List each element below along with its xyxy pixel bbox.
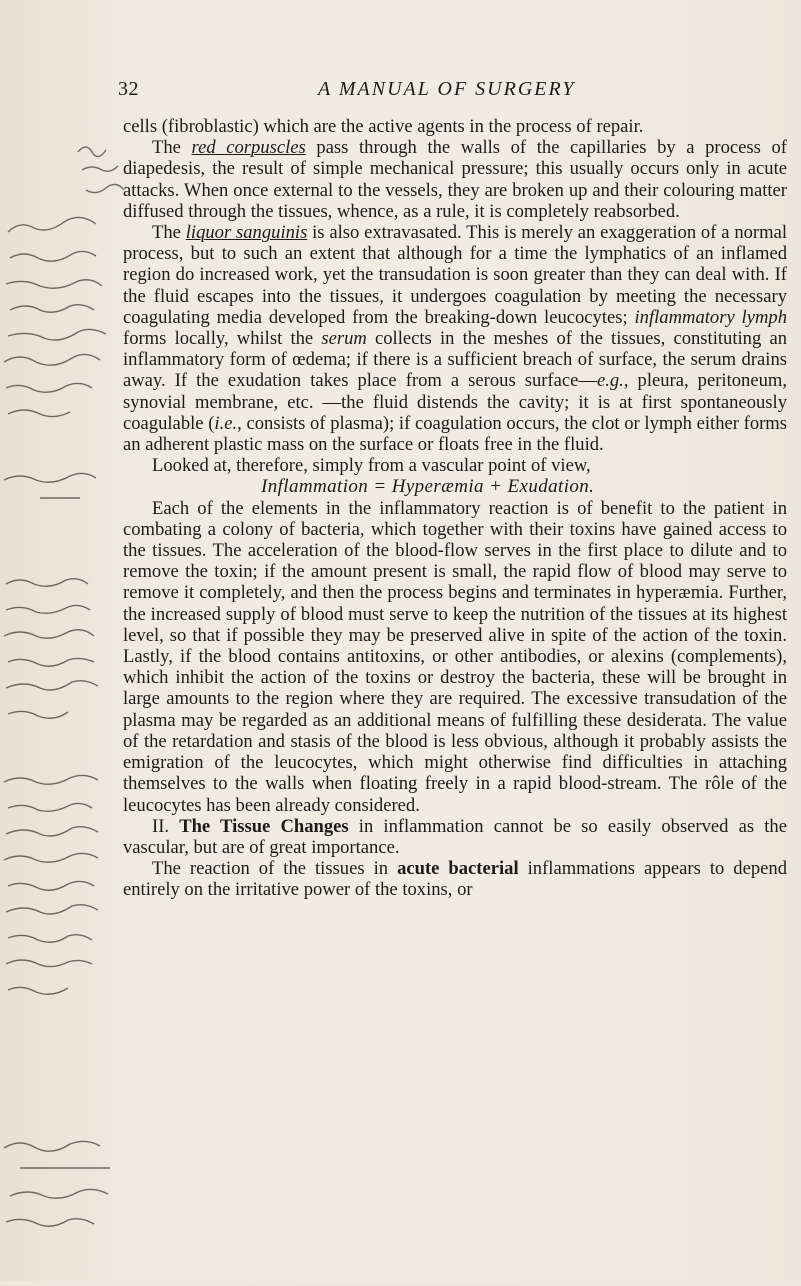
term-liquor-sanguinis: liquor sanguinis	[185, 222, 308, 244]
text-run: , consists of plasma); if coagulation occurs, the clot or lymph either forms an adherent plastic mass on the surface or floats free in the fluid.	[123, 412, 788, 456]
paragraph-liquor-sanguinis	[123, 222, 787, 455]
running-title: A MANUAL OF SURGERY	[318, 78, 576, 100]
text-run: The	[152, 137, 192, 159]
term-red-corpuscles: red corpuscles	[191, 137, 306, 159]
text-run: is also extravasated. This is merely an exaggeration of a normal process, but to such an extent that although for a time the lymphatics of an inflamed region do increased work, yet the transudation is soon greater than they can deal with. If the fluid escapes into the tissues, it undergoes coagulation by meeting the necessary coagulating media developed from the breaking-down leucocytes;	[123, 222, 787, 328]
term-acute-bacterial: acute bacterial	[397, 858, 519, 880]
text-run: inflammations appears to depend entirely on the irritative power of the toxins, or	[123, 858, 787, 901]
abbr-ie: i.e.	[214, 412, 238, 434]
text-run: collects in the meshes of the tissues, constituting an inflammatory form of œdema; if there is a sufficient breach of surface, the serum drains away. If the exudation takes place from a serous surface—	[123, 328, 787, 392]
text-run: The reaction of the tissues in	[152, 858, 398, 880]
paragraph-tissue-reaction	[123, 858, 787, 900]
text-run: forms locally, whilst the	[123, 328, 322, 350]
handwriting-scribbles-icon	[0, 0, 130, 1281]
paragraph-red-corpuscles	[123, 137, 787, 222]
abbr-eg: e.g.	[596, 370, 624, 392]
heading-tissue-changes: The Tissue Changes	[179, 815, 349, 837]
handwritten-margin-notes	[0, 0, 130, 1281]
text-run: The	[152, 222, 186, 244]
text-run: pass through the walls of the capillaries by a process of diapedesis, the result of simple mechanical pressure; this usually occurs only in acute attacks. When once external to the vessels, they are broken up and their colouring matter diffused through the tissues, whence, as a rule, it is completely reabsorbed.	[123, 137, 787, 222]
body-text	[123, 116, 787, 901]
paragraph-benefit: Each of the elements in the inflammatory reaction is of benefit to the patient in combating a colony of bacteria, which together with their toxins have gained access to the tissues. The acceleration of the blood-flow serves in the first place to dilute and to remove the toxin; if the amount present is small, the rapid flow of blood may serve to remove it completely, and then the process begins and terminates in hyperæmia. Further, the increased supply of blood must serve to keep the nutrition of the tissues at its highest level, so that if possible they may be preserved alive in spite of the action of the toxin. Lastly, if the blood contains antitoxins, or other antibodies, or alexins (complements), which inhibit the action of the toxins or destroy the bacteria, these will be brought in large amounts to the region where they are required. The excessive transudation of the plasma may be regarded as an additional means of fulfilling these desiderata. The value of the retardation and stasis of the blood is less obvious, although it probably assists the emigration of the leucocytes, which might otherwise find difficulties in attaching themselves to the walls when floating freely in a rapid blood-stream. The rôle of the leucocytes has been already considered.	[123, 497, 787, 816]
paragraph-fibroblastic: cells (fibroblastic) which are the active agents in the process of repair.	[123, 116, 644, 137]
term-serum: serum	[321, 328, 367, 350]
text-run: , pleura, peritoneum, synovial membrane, etc. —the fluid distends the cavity; it is at first spontaneously coagulable (	[123, 370, 787, 434]
text-run: in inflammation cannot be so easily observed as the vascular, but are of great importance.	[123, 815, 787, 858]
term-inflammatory-lymph: inflammatory lymph	[634, 306, 787, 328]
paragraph-vascular-view: Looked at, therefore, simply from a vascular point of view,	[152, 455, 591, 477]
running-head	[0, 78, 801, 108]
paragraph-tissue-changes	[123, 816, 787, 858]
equation-inflammation: Inflammation = Hyperæmia + Exudation.	[261, 476, 595, 498]
page-number: 32	[118, 78, 139, 100]
text-run: II.	[152, 815, 180, 837]
